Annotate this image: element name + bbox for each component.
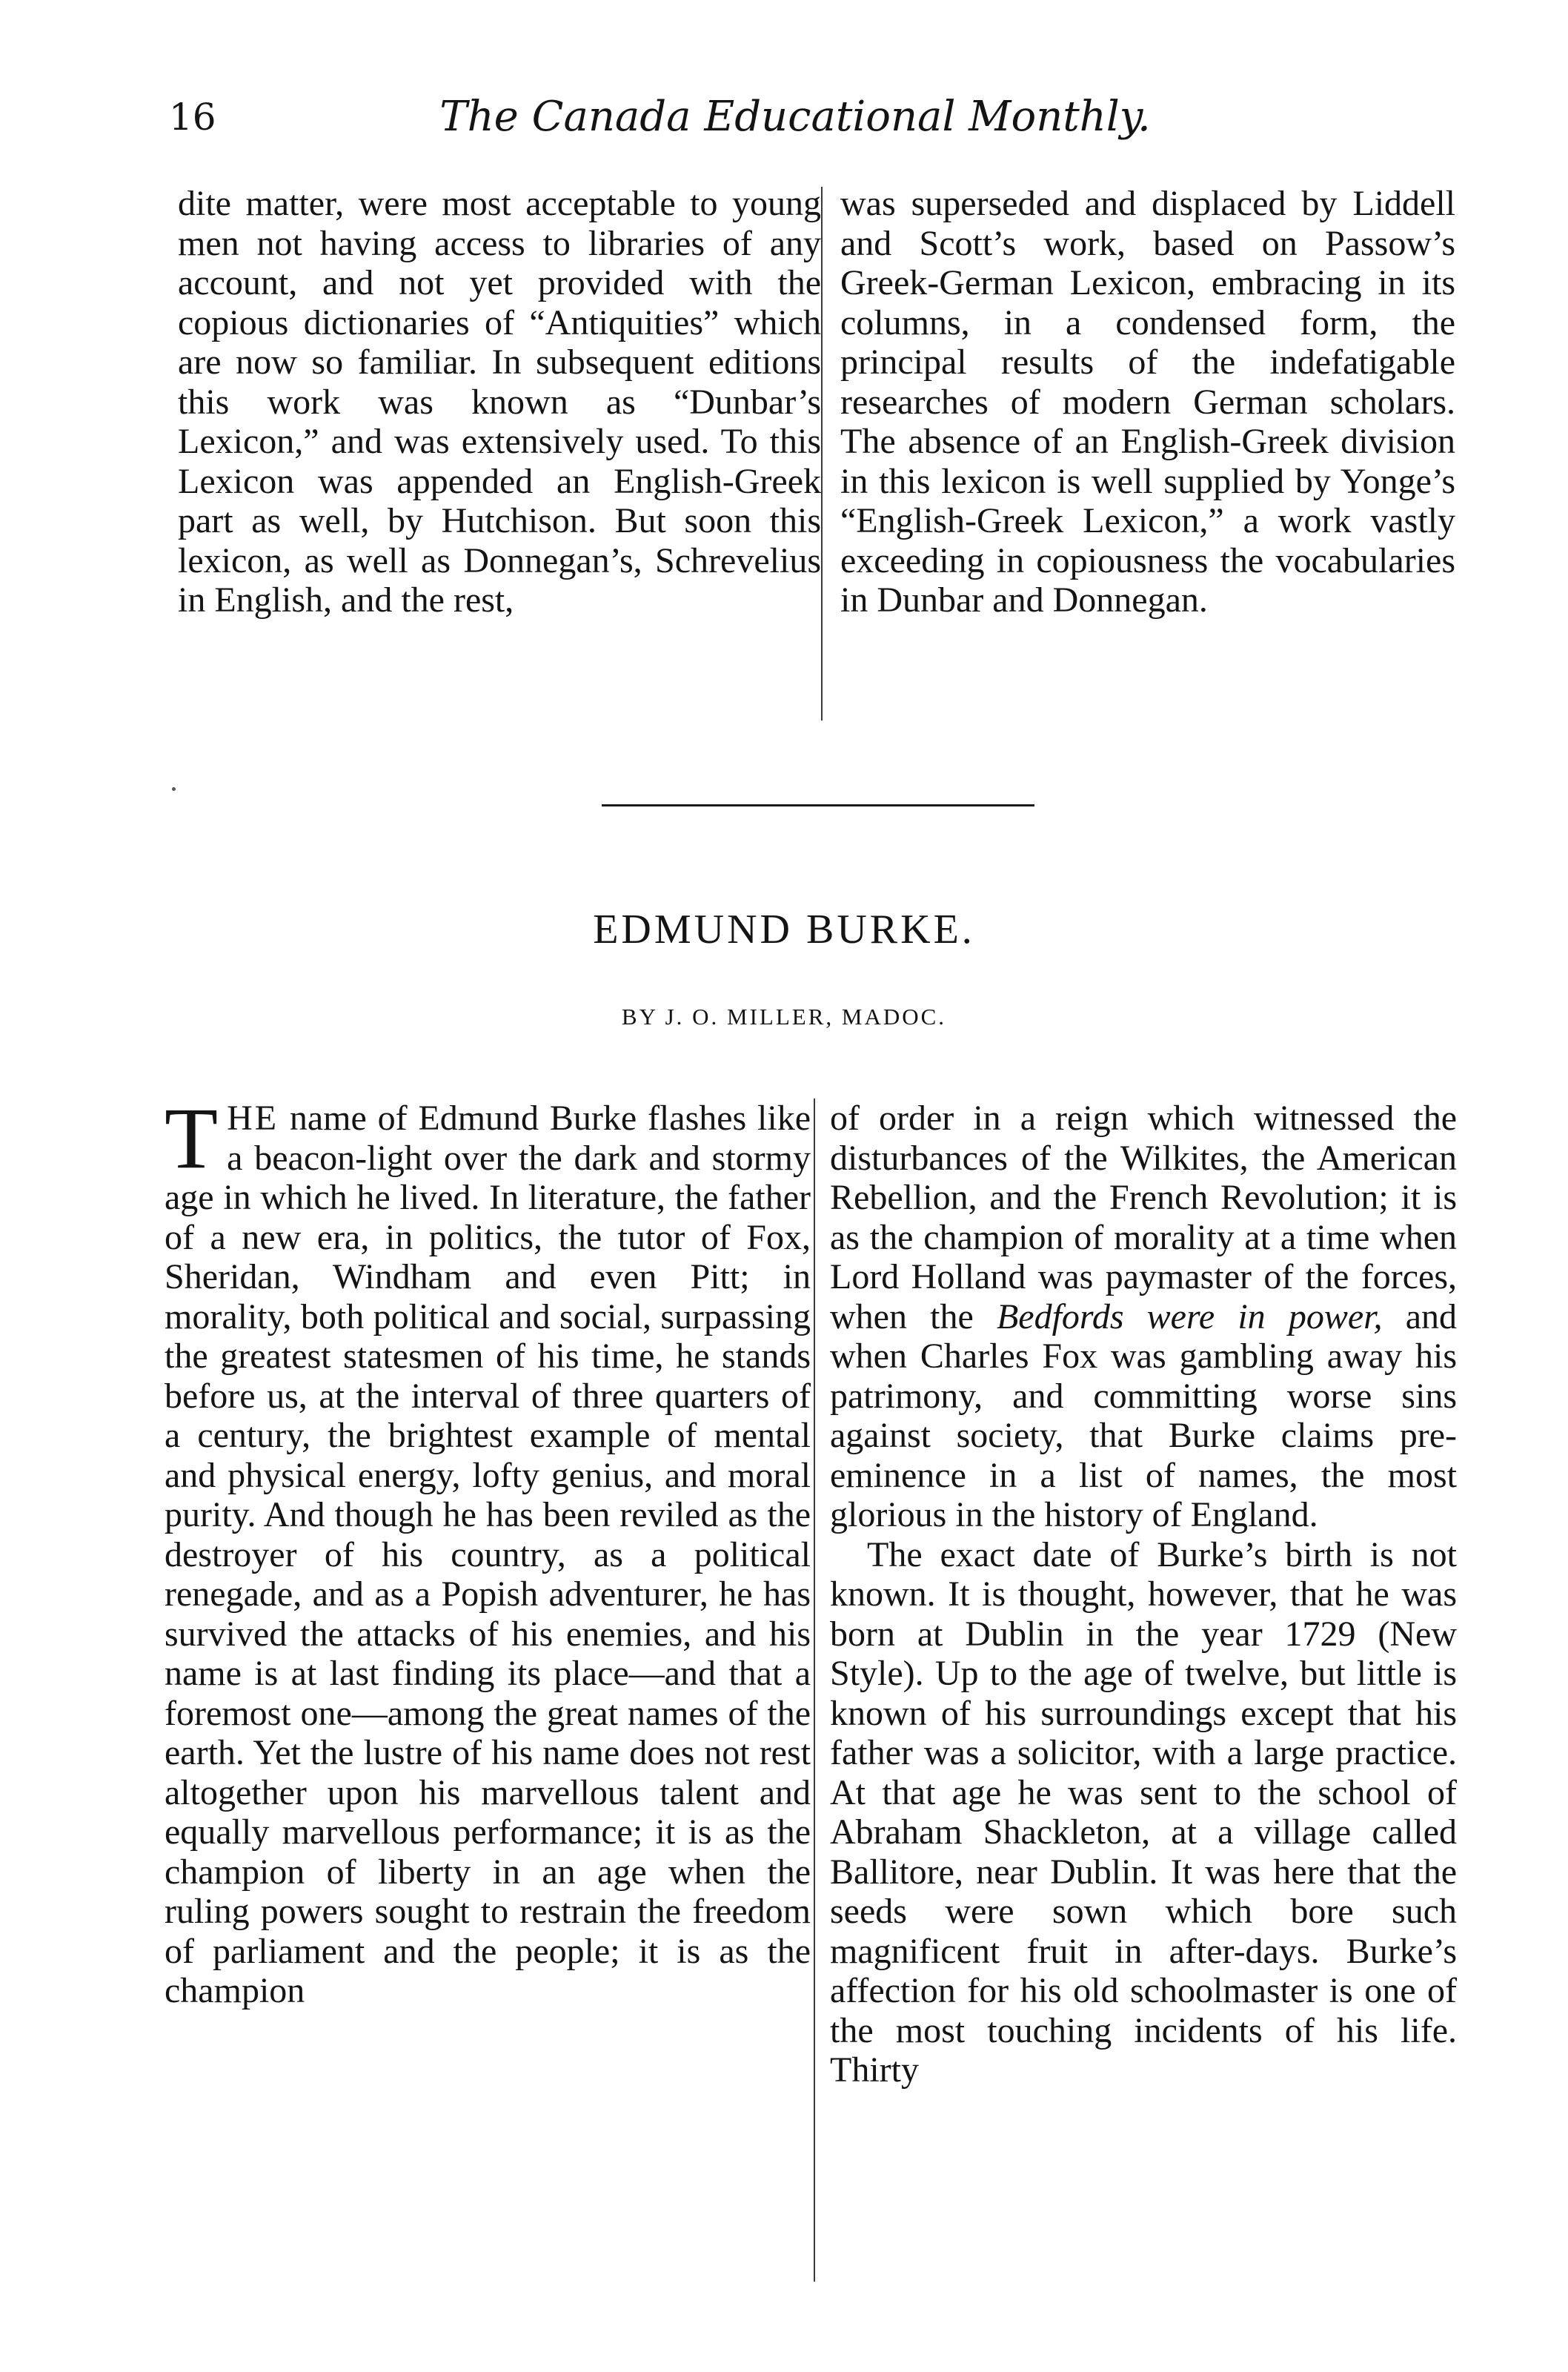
continued-paragraph-left: dite matter, were most acceptable to young men not having access to libraries of any account, and not yet provided with the copious dictionaries of “Antiquities” which are now so familiar. In subsequent editions this work was known as “Dunbar’s Lexicon,” and was extensively used. To this Lexicon was appended an English-Greek part as well, by Hutchison. But soon this lexicon, as well as Donnegan’s, Schrevelius in English, and the rest, — [178, 184, 821, 620]
continued-article-right-column — [840, 184, 1455, 620]
article-right-column — [830, 1099, 1457, 2090]
article-byline: BY J. O. MILLER, MADOC. — [621, 1004, 947, 1030]
continued-paragraph-right: was superseded and displaced by Liddell and Scott’s work, based on Passow’s Greek-German Lexicon, embracing in its columns, in a condensed form, the principal results of the indefatigable researches of modern German scholars. The absence of an English-Greek division in this lexicon is well supplied by Yonge’s “English-Greek Lexicon,” a work vastly exceeding in copiousness the vocabularies in Dunbar and Donnegan. — [840, 184, 1455, 620]
print-speck — [172, 787, 176, 791]
article-title: EDMUND BURKE. — [593, 907, 975, 953]
article-paragraph-1-continued — [830, 1099, 1457, 1535]
column-divider-bottom — [814, 1099, 815, 2282]
lead-in: HE — [227, 1099, 279, 1138]
column-divider-top — [821, 187, 823, 720]
section-divider-rule — [602, 804, 1034, 806]
running-title: The Canada Educational Monthly. — [439, 93, 1151, 141]
continued-article-left-column — [178, 184, 821, 620]
article-paragraph-2: The exact date of Burke’s birth is not known. It is thought, however, that he was born at Dublin in the year 1729 (New Style). Up to the age of twelve, but little is known of his surroundings except that his father was a solicitor, with a large practice. At that age he was sent to the school of Abraham Shackleton, at a village called Ballitore, near Dublin. It was here that the seeds were sown which bore such magnificent fruit in after-days. Burke’s affection for his old schoolmaster is one of the most touching incidents of his life. Thirty — [830, 1534, 1457, 2090]
paragraph-1-right-text-b: and when Charles Fox was gambling away his patrimony, and committing worse sins against society, that Burke claims pre-eminence in a list of names, the most glorious in the history of England. — [830, 1296, 1458, 1534]
paragraph-1-left-text: name of Edmund Burke flashes like a beacon-light over the dark and stormy age in which he lived. In literature, the father of a new era, in politics, the tutor of Fox, Sheridan, Windham and even Pitt; in morality, both political and social, surpassing the greatest statesmen of his time, he stands before us, at the interval of three quarters of a century, the brightest example of mental and physical energy, lofty genius, and moral purity. And though he has been reviled as the destroyer of his country, as a political renegade, and as a Popish adventurer, he has survived the attacks of his enemies, and his name is at last finding its place—and that a foremost one—among the great names of the earth. Yet the lustre of his name does not rest altogether upon his marvellous talent and equally marvellous performance; it is as the champion of liberty in an age when the ruling powers sought to restrain the freedom of parliament and the people; it is as the champion — [165, 1099, 811, 2010]
article-paragraph-1 — [165, 1090, 811, 2011]
page-number: 16 — [169, 96, 216, 139]
article-left-column — [165, 1090, 811, 2011]
paragraph-1-right-text-a: of order in a reign which witnessed the disturbances of the Wilkites, the American Rebellion, and the French Revolution; it is as the champion of morality at a time when Lord Holland was paymaster of the forces, when the — [830, 1099, 1457, 1336]
paragraph-1-right-italic: Bedfords were in power, — [996, 1296, 1383, 1336]
drop-cap: T — [165, 1090, 219, 1187]
